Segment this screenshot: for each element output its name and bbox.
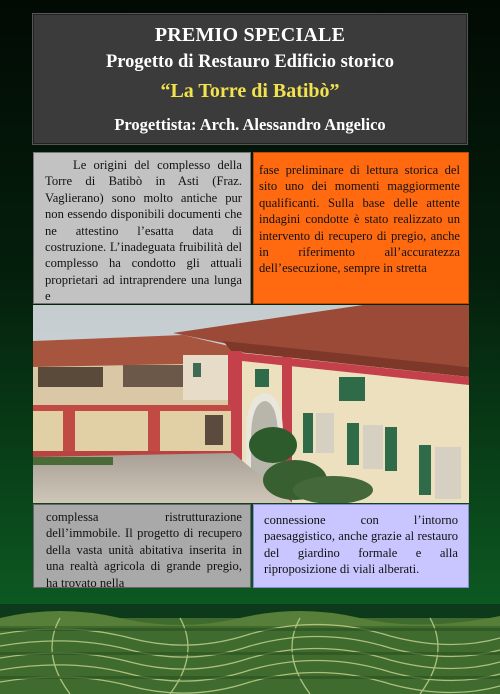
- text-block-2: fase preliminare di lettura storica del sito uno dei momenti maggiormente qualificanti. Sulla base delle attente indagini condotte è stato realizzato un intervento di recupero di pregio, anche in riferimento all’accuratezza dell’esecuzione, sempre in stretta: [253, 152, 469, 304]
- text-block-3: complessa ristrutturazione dell’immobile. Il progetto di recupero della vasta unità abitativa inserita in una realtà agricola di grande pregio, ha trovato nella: [33, 504, 251, 588]
- designer-credit: Progettista: Arch. Alessandro Angelico: [114, 115, 386, 134]
- project-name: “La Torre di Batibò”: [160, 80, 340, 102]
- award-title: PREMIO SPECIALE: [154, 24, 346, 46]
- text-block-4: connessione con l’intorno paesaggistico, anche grazie al restauro del giardino formale e alla riproposizione di viali alberati.: [253, 504, 469, 588]
- text-block-1: Le origini del complesso della Torre di Batibò in Asti (Fraz. Vaglierano) sono molto antiche pur non essendo disponibili documenti che ne attestino l’esatta data di costruzione. L’inadeguata fruibilità del complesso ha condotto gli attuali proprietari ad intraprendere una lunga e: [33, 152, 251, 304]
- project-category: Progetto di Restauro Edificio storico: [105, 52, 395, 72]
- vineyard-banner: [0, 604, 500, 694]
- building-photo: [33, 305, 469, 503]
- title-panel: [32, 13, 468, 145]
